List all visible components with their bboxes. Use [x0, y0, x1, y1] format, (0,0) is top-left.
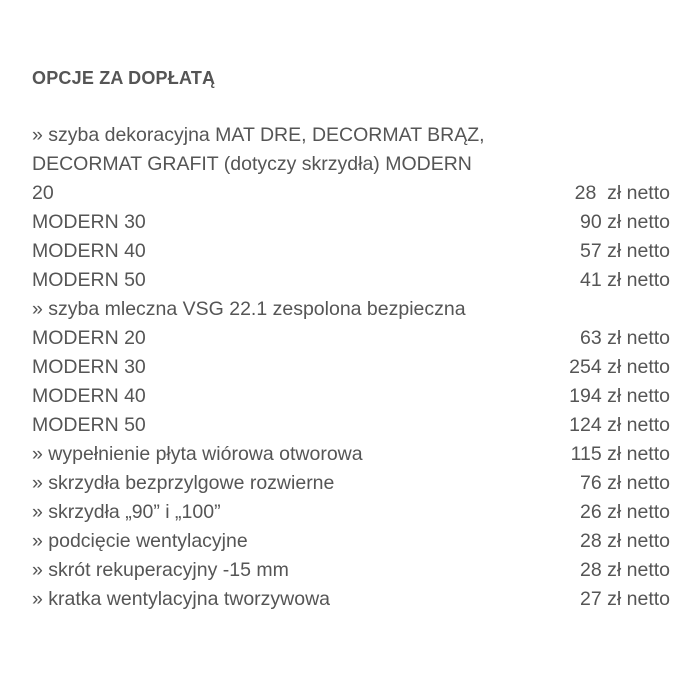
option-label: MODERN 40	[32, 240, 146, 262]
list-item	[32, 208, 670, 237]
option-price: 90 zł netto	[580, 211, 670, 233]
list-item	[32, 324, 670, 353]
option-price: 194 zł netto	[569, 385, 670, 407]
list-item	[32, 585, 670, 614]
option-label: MODERN 30	[32, 211, 146, 233]
option-price: 124 zł netto	[569, 414, 670, 436]
option-label: MODERN 50	[32, 269, 146, 291]
list-item	[32, 353, 670, 382]
option-label: » skrzydła bezprzylgowe rozwierne	[32, 472, 335, 494]
list-item	[32, 411, 670, 440]
list-item	[32, 150, 670, 179]
price-list	[32, 121, 670, 614]
option-price: 57 zł netto	[580, 240, 670, 262]
option-label: DECORMAT GRAFIT (dotyczy skrzydła) MODERN	[32, 153, 472, 175]
option-price: 26 zł netto	[580, 501, 670, 523]
option-label: MODERN 20	[32, 327, 146, 349]
option-label: » szyba dekoracyjna MAT DRE, DECORMAT BRĄZ,	[32, 124, 485, 146]
list-item	[32, 237, 670, 266]
list-item	[32, 527, 670, 556]
option-price: 27 zł netto	[580, 588, 670, 610]
list-item	[32, 121, 670, 150]
option-label: » kratka wentylacyjna tworzywowa	[32, 588, 331, 610]
list-item	[32, 295, 670, 324]
list-item	[32, 469, 670, 498]
option-label: » skrót rekuperacyjny -15 mm	[32, 559, 289, 581]
option-label: MODERN 30	[32, 356, 146, 378]
option-price: 28 zł netto	[580, 559, 670, 581]
option-label: MODERN 40	[32, 385, 146, 407]
list-item	[32, 382, 670, 411]
list-item	[32, 498, 670, 527]
option-price: 76 zł netto	[580, 472, 670, 494]
option-label: 20	[32, 182, 54, 204]
option-price: 41 zł netto	[580, 269, 670, 291]
option-price: 28 zł netto	[580, 530, 670, 552]
list-item	[32, 179, 670, 208]
option-price: 254 zł netto	[569, 356, 670, 378]
option-label: » wypełnienie płyta wiórowa otworowa	[32, 443, 363, 465]
option-price: 28 zł netto	[574, 182, 670, 204]
option-label: » skrzydła „90” i „100”	[32, 501, 221, 523]
option-price: 115 zł netto	[570, 443, 670, 465]
option-label: » podcięcie wentylacyjne	[32, 530, 248, 552]
list-item	[32, 440, 670, 469]
option-label: » szyba mleczna VSG 22.1 zespolona bezpieczna	[32, 298, 466, 320]
option-price: 63 zł netto	[580, 327, 670, 349]
option-label: MODERN 50	[32, 414, 146, 436]
list-item	[32, 266, 670, 295]
section-title: OPCJE ZA DOPŁATĄ	[32, 68, 216, 88]
list-item	[32, 556, 670, 585]
